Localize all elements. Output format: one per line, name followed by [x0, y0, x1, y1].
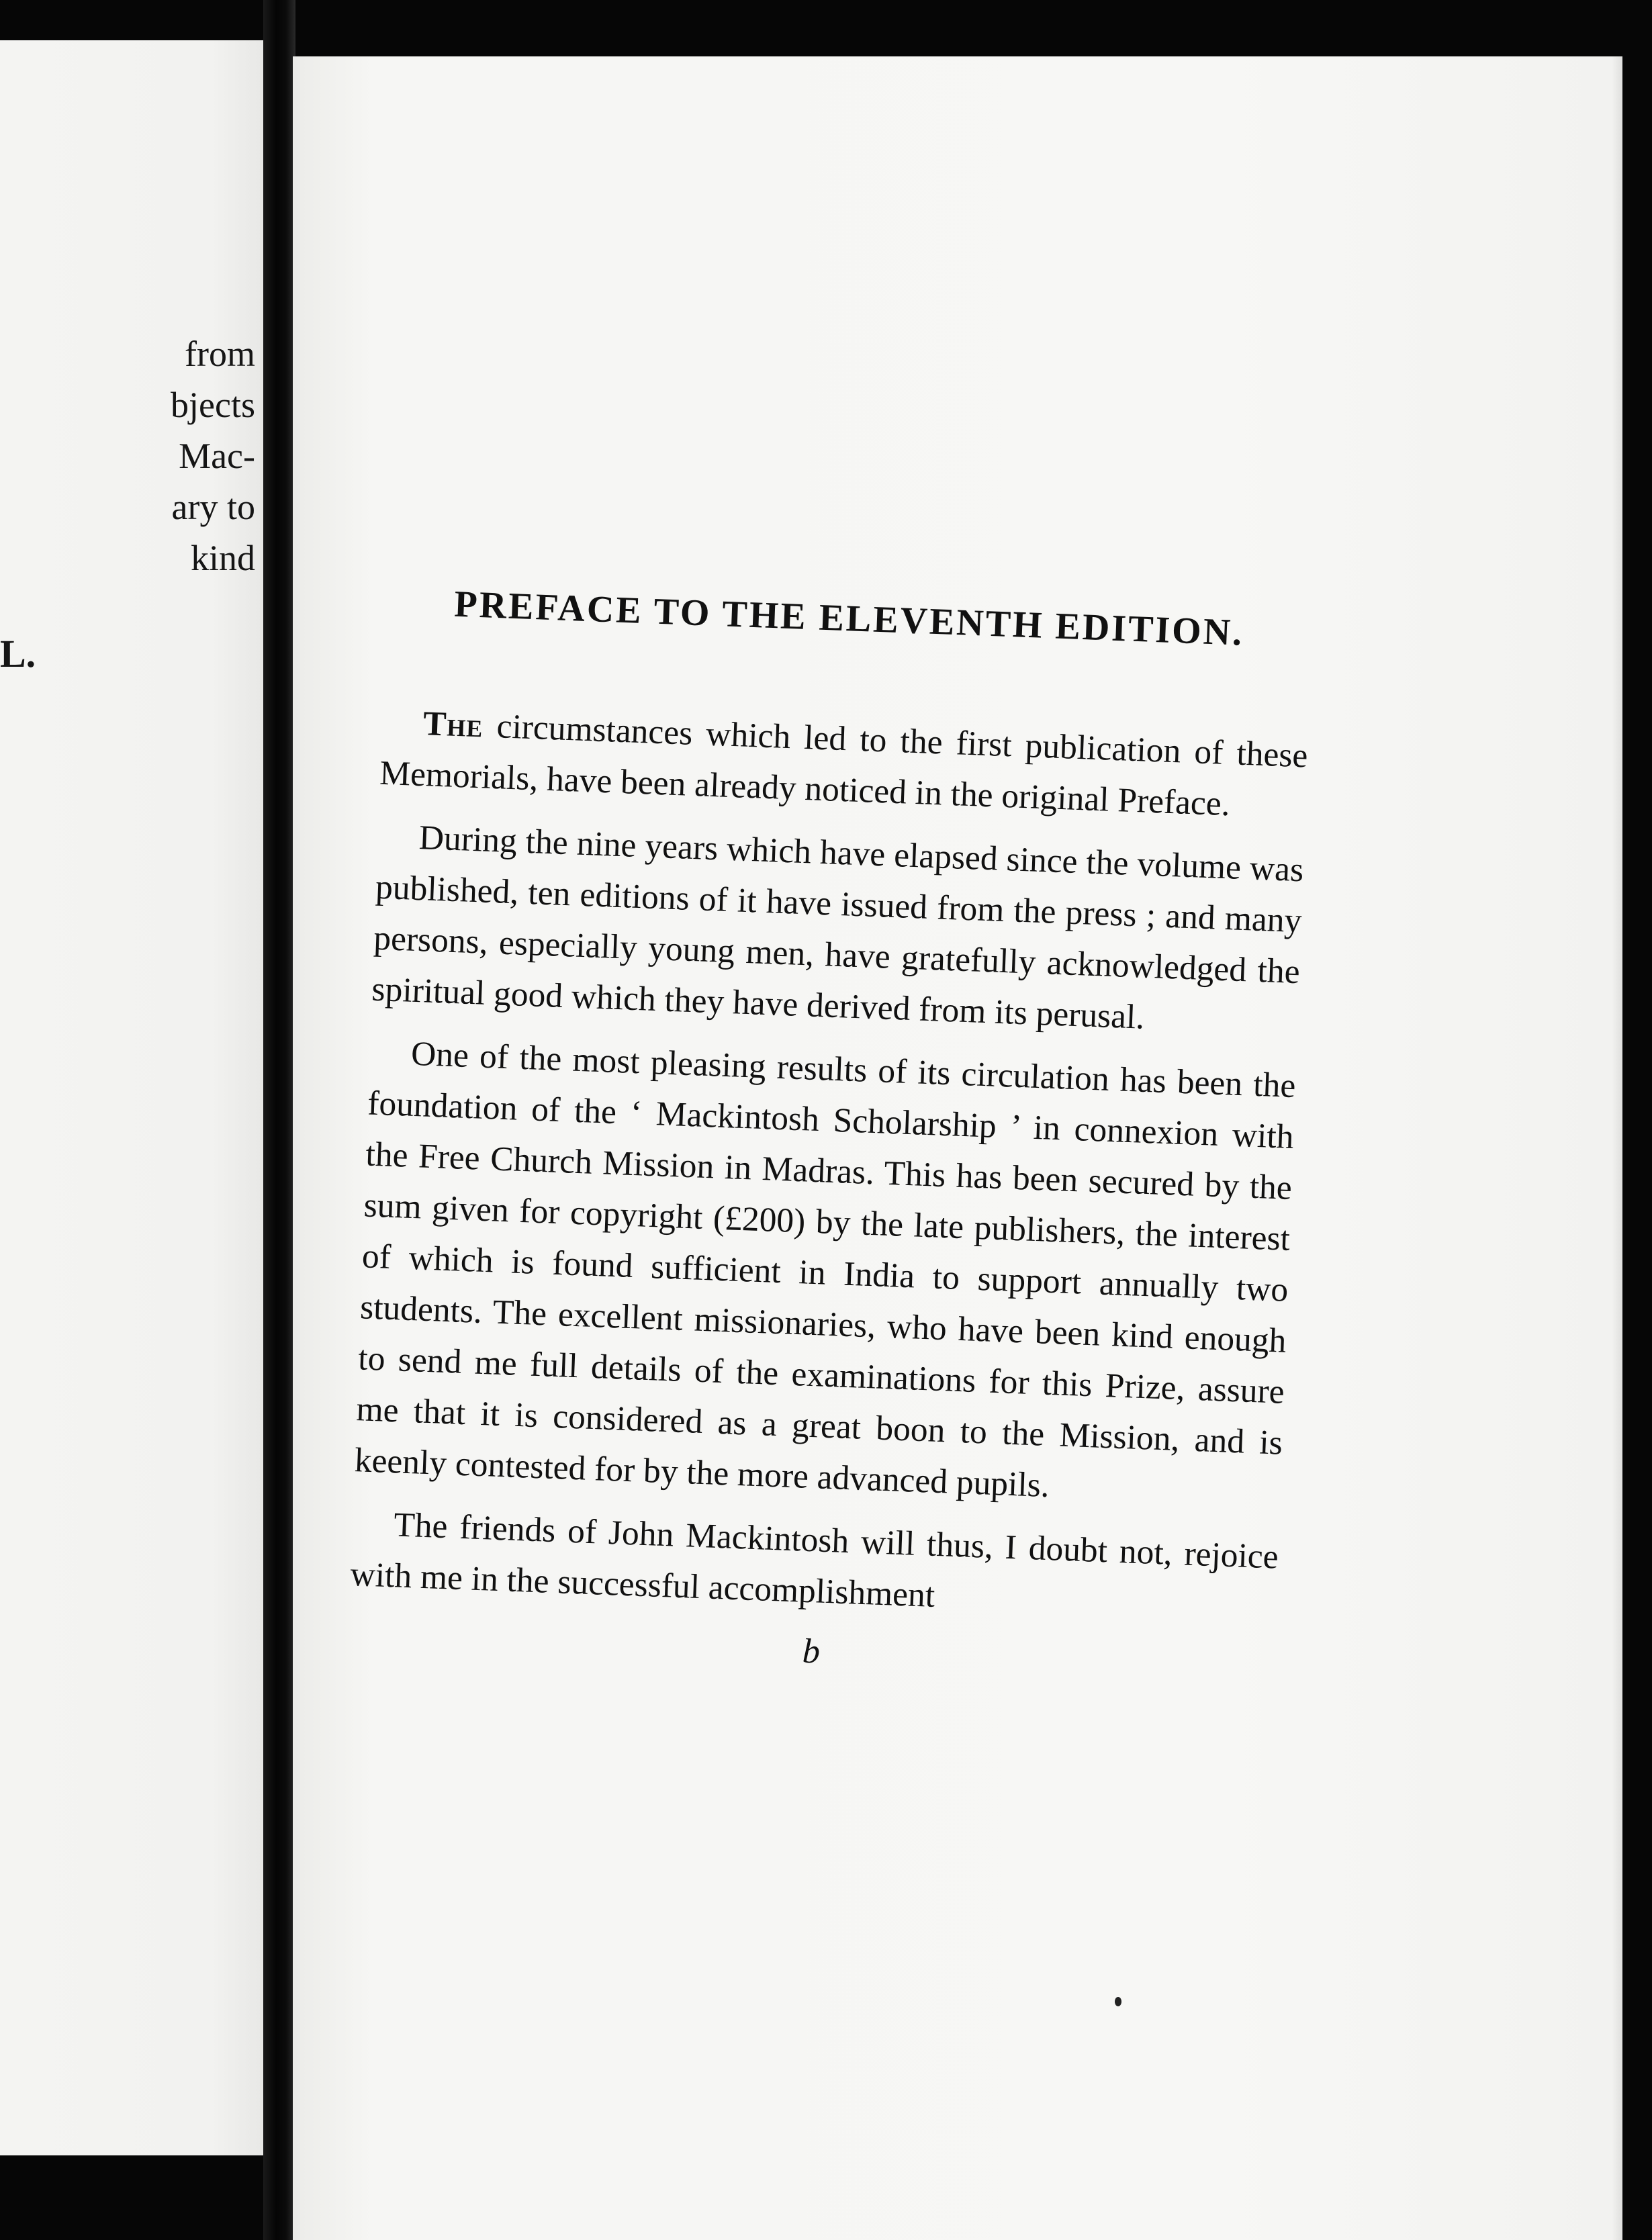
- bleed-through-texture: [390, 285, 1553, 551]
- paragraph-text: The friends of John Mackintosh will thus, I doubt not, rejoice with me in the successful accomplishment: [349, 1505, 1279, 1615]
- left-page-initial: L.: [0, 632, 36, 675]
- left-page-line: kind: [190, 538, 255, 578]
- paragraph-3: [354, 1027, 1297, 1520]
- page-title: PREFACE TO THE ELEVENTH EDITION.: [453, 583, 1245, 654]
- paragraph-2: [371, 811, 1304, 1049]
- paragraph-lead-word: The: [422, 704, 484, 745]
- paragraph-text: circumstances which led to the first publication of these Memorials, have been already noticed in the original Preface.: [379, 706, 1309, 824]
- paragraph-text: One of the most pleasing results of its circulation has been the foundation of the ‘ Mackintosh Scholarship ’ in connexion with the Free Church Mission in Madras. This has been secured by the sum given for copyright (£200) by the late publishers, the interest of which is found sufficient in India to support annually two students. The excellent missionaries, who have been kind enough to send me full details of the examinations for this Prize, assure me that it is considered as a great boon to the Mission, and is keenly contested for by the more advanced pupils.: [353, 1034, 1297, 1505]
- page-edge-shadow: [1612, 56, 1622, 2240]
- paragraph-1: [379, 697, 1309, 833]
- left-page-line: ary to: [171, 487, 255, 527]
- paragraph-4: [349, 1498, 1279, 1634]
- left-page-line: bjects: [171, 385, 255, 425]
- ink-speck: [1115, 1997, 1121, 2006]
- left-page-line: Mac-: [179, 436, 255, 476]
- right-page: [293, 56, 1622, 2240]
- book-gutter: [263, 0, 295, 2240]
- preface-text-block: [347, 580, 1313, 1688]
- paragraph-text: During the nine years which have elapsed since the volume was published, ten editions of it have issued from the press ; and many persons, especially young men, have gratefully acknowledged the spiritual good which they have derived from its perusal.: [371, 819, 1305, 1037]
- left-page-line: from: [185, 334, 255, 374]
- signature-mark: b: [801, 1632, 821, 1671]
- left-page: [0, 40, 263, 2155]
